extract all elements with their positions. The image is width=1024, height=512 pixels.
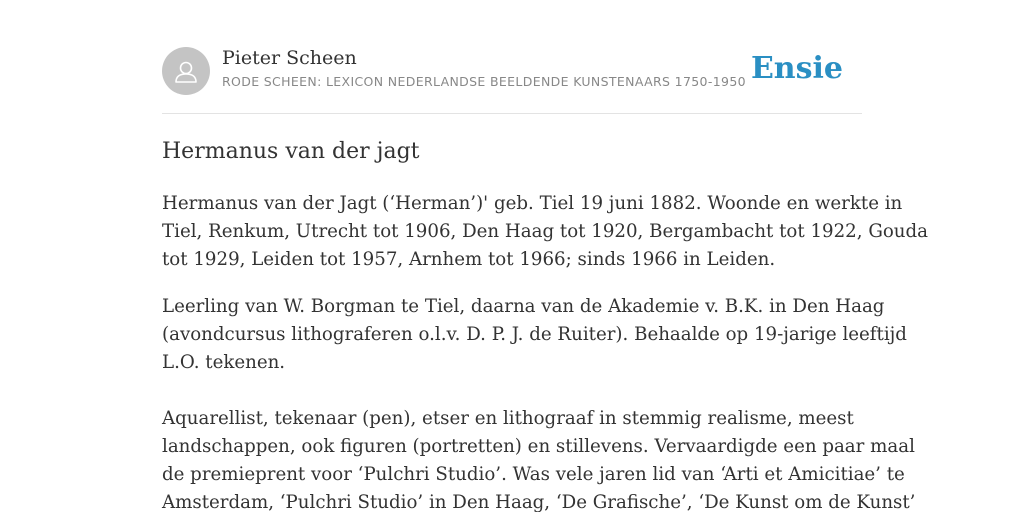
article-title: Hermanus van der jagt: [162, 139, 420, 164]
article-header: [162, 44, 862, 98]
source-title[interactable]: RODE SCHEEN: LEXICON NEDERLANDSE BEELDENDE KUNSTENAARS 1750-1950: [222, 74, 746, 89]
paragraph-line: Aquarellist, tekenaar (pen), etser en lithograaf in stemmig realisme, meest: [162, 408, 854, 429]
paragraph: [162, 190, 928, 274]
paragraph-line: (avondcursus lithograferen o.l.v. D. P. J. de Ruiter). Behaalde op 19-jarige leeftijd: [162, 324, 907, 345]
paragraph-line: tot 1929, Leiden tot 1957, Arnhem tot 1966; sinds 1966 in Leiden.: [162, 249, 776, 270]
user-avatar-icon[interactable]: [162, 47, 210, 95]
paragraph-line: Hermanus van der Jagt (‘Herman’)' geb. Tiel 19 juni 1882. Woonde en werkte in: [162, 193, 903, 214]
paragraph-line: de premieprent voor ‘Pulchri Studio’. Was vele jaren lid van ‘Arti et Amicitiae’ te: [162, 464, 905, 485]
author-name[interactable]: Pieter Scheen: [222, 47, 357, 69]
paragraph-line: Tiel, Renkum, Utrecht tot 1906, Den Haag tot 1920, Bergambacht tot 1922, Gouda: [162, 221, 928, 242]
paragraph-line: L.O. tekenen.: [162, 352, 286, 373]
article-body: [162, 190, 928, 512]
brand-logo[interactable]: Ensie: [750, 51, 843, 86]
paragraph: [162, 405, 916, 512]
paragraph-line: landschappen, ook figuren (portretten) en stillevens. Vervaardigde een paar maal: [162, 436, 915, 457]
paragraph-line: Amsterdam, ‘Pulchri Studio’ in Den Haag, ‘De Grafische’, ‘De Kunst om de Kunst’: [162, 492, 916, 512]
paragraph-line: Leerling van W. Borgman te Tiel, daarna van de Akademie v. B.K. in Den Haag: [162, 296, 885, 317]
paragraph: [162, 293, 907, 377]
header-divider: [162, 113, 862, 114]
